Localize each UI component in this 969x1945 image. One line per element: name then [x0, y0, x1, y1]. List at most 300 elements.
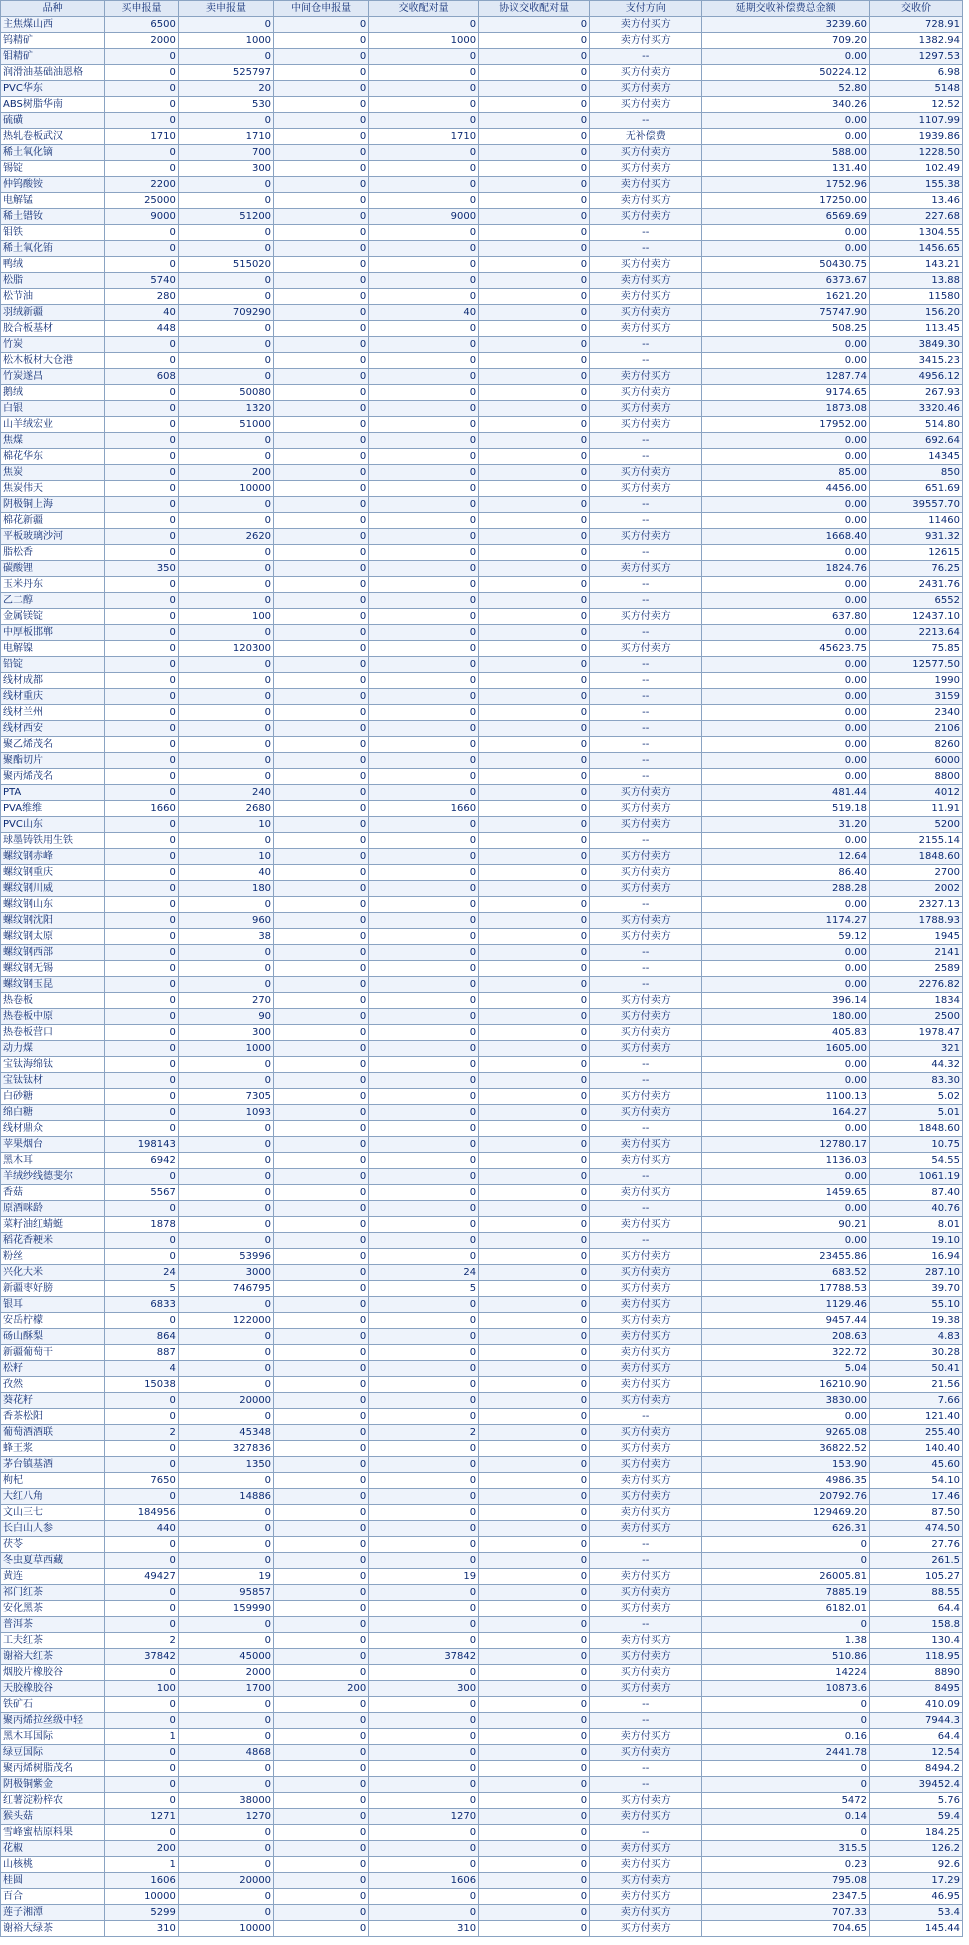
cell-product: 桂圆: [1, 1873, 105, 1889]
cell-sell-qty: 0: [178, 1713, 273, 1729]
cell-settle-price: 1788.93: [870, 913, 963, 929]
cell-sell-qty: 0: [178, 1841, 273, 1857]
cell-product: 安岳柠檬: [1, 1313, 105, 1329]
cell-matched-qty: 0: [369, 1729, 479, 1745]
cell-compensation-total: 322.72: [702, 1345, 870, 1361]
cell-settle-price: 13.88: [870, 273, 963, 289]
cell-compensation-total: 131.40: [702, 161, 870, 177]
cell-product: 热轧卷板武汉: [1, 129, 105, 145]
table-row: [1, 1201, 963, 1217]
cell-product: 热卷板营口: [1, 1025, 105, 1041]
cell-sell-qty: 0: [178, 705, 273, 721]
cell-matched-qty: 0: [369, 1713, 479, 1729]
cell-mid-qty: 0: [274, 1713, 369, 1729]
table-row: [1, 625, 963, 641]
cell-product: 动力煤: [1, 1041, 105, 1057]
cell-product: 硫磺: [1, 113, 105, 129]
cell-mid-qty: 0: [274, 1905, 369, 1921]
cell-agreement-qty: 0: [479, 1761, 590, 1777]
cell-buy-qty: 0: [105, 721, 179, 737]
cell-settle-price: 1990: [870, 673, 963, 689]
table-row: [1, 209, 963, 225]
cell-buy-qty: 6942: [105, 1153, 179, 1169]
cell-product: 绿豆国际: [1, 1745, 105, 1761]
cell-pay-direction: 买方付卖方: [590, 1921, 702, 1937]
cell-sell-qty: 0: [178, 241, 273, 257]
cell-compensation-total: 288.28: [702, 881, 870, 897]
table-row: [1, 913, 963, 929]
cell-mid-qty: 0: [274, 833, 369, 849]
cell-buy-qty: 0: [105, 657, 179, 673]
cell-agreement-qty: 0: [479, 1889, 590, 1905]
cell-matched-qty: 0: [369, 1009, 479, 1025]
cell-settle-price: 87.50: [870, 1505, 963, 1521]
cell-matched-qty: 0: [369, 1089, 479, 1105]
cell-compensation-total: 0.00: [702, 577, 870, 593]
cell-agreement-qty: 0: [479, 1137, 590, 1153]
cell-matched-qty: 0: [369, 433, 479, 449]
table-row: [1, 1425, 963, 1441]
table-row: [1, 753, 963, 769]
cell-agreement-qty: 0: [479, 1361, 590, 1377]
cell-compensation-total: 1621.20: [702, 289, 870, 305]
cell-compensation-total: 0: [702, 1697, 870, 1713]
cell-pay-direction: 卖方付买方: [590, 1809, 702, 1825]
cell-compensation-total: 4986.35: [702, 1473, 870, 1489]
cell-settle-price: 16.94: [870, 1249, 963, 1265]
cell-pay-direction: 买方付卖方: [590, 1585, 702, 1601]
cell-sell-qty: 0: [178, 753, 273, 769]
table-row: [1, 241, 963, 257]
cell-buy-qty: 5740: [105, 273, 179, 289]
cell-agreement-qty: 0: [479, 785, 590, 801]
cell-matched-qty: 0: [369, 81, 479, 97]
table-row: [1, 1345, 963, 1361]
cell-compensation-total: 3830.00: [702, 1393, 870, 1409]
cell-mid-qty: 0: [274, 1409, 369, 1425]
table-row: [1, 657, 963, 673]
cell-sell-qty: 0: [178, 1553, 273, 1569]
cell-product: 螺纹钢西部: [1, 945, 105, 961]
cell-mid-qty: 0: [274, 753, 369, 769]
cell-matched-qty: 0: [369, 385, 479, 401]
cell-compensation-total: 0.00: [702, 689, 870, 705]
cell-buy-qty: 0: [105, 353, 179, 369]
cell-mid-qty: 0: [274, 97, 369, 113]
table-row: [1, 1473, 963, 1489]
cell-sell-qty: 159990: [178, 1601, 273, 1617]
cell-agreement-qty: 0: [479, 1537, 590, 1553]
cell-product: 文山三七: [1, 1505, 105, 1521]
cell-mid-qty: 0: [274, 977, 369, 993]
cell-buy-qty: 0: [105, 81, 179, 97]
cell-matched-qty: 0: [369, 97, 479, 113]
cell-settle-price: 76.25: [870, 561, 963, 577]
cell-compensation-total: 0.00: [702, 1409, 870, 1425]
cell-matched-qty: 0: [369, 1361, 479, 1377]
cell-pay-direction: --: [590, 1697, 702, 1713]
cell-agreement-qty: 0: [479, 1377, 590, 1393]
table-row: [1, 577, 963, 593]
table-row: [1, 1777, 963, 1793]
cell-product: 黄连: [1, 1569, 105, 1585]
cell-compensation-total: 0.00: [702, 113, 870, 129]
cell-buy-qty: 0: [105, 769, 179, 785]
cell-pay-direction: 买方付卖方: [590, 1105, 702, 1121]
cell-settle-price: 651.69: [870, 481, 963, 497]
cell-pay-direction: 买方付卖方: [590, 817, 702, 833]
cell-buy-qty: 0: [105, 513, 179, 529]
cell-pay-direction: 买方付卖方: [590, 1041, 702, 1057]
cell-buy-qty: 25000: [105, 193, 179, 209]
cell-product: 香茶松阳: [1, 1409, 105, 1425]
cell-settle-price: 11580: [870, 289, 963, 305]
cell-settle-price: 1939.86: [870, 129, 963, 145]
cell-settle-price: 287.10: [870, 1265, 963, 1281]
cell-matched-qty: 1660: [369, 801, 479, 817]
cell-sell-qty: 0: [178, 1777, 273, 1793]
cell-compensation-total: 0.00: [702, 737, 870, 753]
cell-mid-qty: 0: [274, 305, 369, 321]
cell-sell-qty: 0: [178, 49, 273, 65]
cell-agreement-qty: 0: [479, 1633, 590, 1649]
cell-mid-qty: 0: [274, 1889, 369, 1905]
cell-buy-qty: 0: [105, 433, 179, 449]
cell-agreement-qty: 0: [479, 753, 590, 769]
cell-pay-direction: --: [590, 1201, 702, 1217]
cell-buy-qty: 0: [105, 1745, 179, 1761]
cell-settle-price: 184.25: [870, 1825, 963, 1841]
cell-agreement-qty: 0: [479, 1473, 590, 1489]
cell-product: 长白山人参: [1, 1521, 105, 1537]
cell-sell-qty: 20: [178, 81, 273, 97]
cell-buy-qty: 0: [105, 337, 179, 353]
cell-settle-price: 8495: [870, 1681, 963, 1697]
cell-agreement-qty: 0: [479, 33, 590, 49]
cell-matched-qty: 0: [369, 193, 479, 209]
cell-settle-price: 2340: [870, 705, 963, 721]
cell-sell-qty: 51200: [178, 209, 273, 225]
cell-settle-price: 39452.4: [870, 1777, 963, 1793]
cell-settle-price: 21.56: [870, 1377, 963, 1393]
cell-product: 螺纹钢玉昆: [1, 977, 105, 993]
cell-settle-price: 2500: [870, 1009, 963, 1025]
cell-buy-qty: 184956: [105, 1505, 179, 1521]
table-row: [1, 1089, 963, 1105]
cell-settle-price: 2700: [870, 865, 963, 881]
cell-pay-direction: 买方付卖方: [590, 465, 702, 481]
table-row: [1, 561, 963, 577]
cell-product: 松节油: [1, 289, 105, 305]
cell-matched-qty: 0: [369, 1073, 479, 1089]
cell-matched-qty: 0: [369, 561, 479, 577]
cell-mid-qty: 0: [274, 1761, 369, 1777]
cell-compensation-total: 709.20: [702, 33, 870, 49]
cell-matched-qty: 0: [369, 1377, 479, 1393]
cell-matched-qty: 0: [369, 1745, 479, 1761]
cell-sell-qty: 38: [178, 929, 273, 945]
cell-pay-direction: 买方付卖方: [590, 929, 702, 945]
cell-pay-direction: 买方付卖方: [590, 1665, 702, 1681]
cell-buy-qty: 0: [105, 625, 179, 641]
cell-product: 宝钛钛材: [1, 1073, 105, 1089]
cell-compensation-total: 0: [702, 1777, 870, 1793]
cell-compensation-total: 0.00: [702, 721, 870, 737]
cell-sell-qty: 0: [178, 1185, 273, 1201]
cell-pay-direction: 卖方付买方: [590, 1569, 702, 1585]
cell-agreement-qty: 0: [479, 81, 590, 97]
cell-agreement-qty: 0: [479, 513, 590, 529]
cell-sell-qty: 0: [178, 833, 273, 849]
table-row: [1, 321, 963, 337]
cell-settle-price: 113.45: [870, 321, 963, 337]
cell-compensation-total: 0: [702, 1713, 870, 1729]
cell-buy-qty: 0: [105, 385, 179, 401]
cell-buy-qty: 0: [105, 481, 179, 497]
cell-pay-direction: --: [590, 577, 702, 593]
cell-buy-qty: 0: [105, 1761, 179, 1777]
table-row: [1, 945, 963, 961]
cell-product: 热卷板中原: [1, 1009, 105, 1025]
cell-settle-price: 3849.30: [870, 337, 963, 353]
cell-compensation-total: 481.44: [702, 785, 870, 801]
cell-mid-qty: 0: [274, 1793, 369, 1809]
cell-pay-direction: 卖方付买方: [590, 1505, 702, 1521]
table-row: [1, 1601, 963, 1617]
cell-mid-qty: 0: [274, 129, 369, 145]
cell-settle-price: 3159: [870, 689, 963, 705]
cell-product: 银耳: [1, 1297, 105, 1313]
cell-compensation-total: 26005.81: [702, 1569, 870, 1585]
cell-compensation-total: 50224.12: [702, 65, 870, 81]
cell-mid-qty: 0: [274, 529, 369, 545]
cell-agreement-qty: 0: [479, 657, 590, 673]
cell-pay-direction: --: [590, 497, 702, 513]
cell-settle-price: 30.28: [870, 1345, 963, 1361]
cell-sell-qty: 0: [178, 1729, 273, 1745]
cell-agreement-qty: 0: [479, 817, 590, 833]
cell-matched-qty: 0: [369, 721, 479, 737]
cell-sell-qty: 0: [178, 897, 273, 913]
cell-sell-qty: 0: [178, 545, 273, 561]
cell-buy-qty: 887: [105, 1345, 179, 1361]
cell-settle-price: 118.95: [870, 1649, 963, 1665]
table-row: [1, 1121, 963, 1137]
cell-matched-qty: 0: [369, 1297, 479, 1313]
cell-agreement-qty: 0: [479, 1521, 590, 1537]
cell-compensation-total: 2441.78: [702, 1745, 870, 1761]
table-row: [1, 177, 963, 193]
cell-agreement-qty: 0: [479, 97, 590, 113]
cell-settle-price: 692.64: [870, 433, 963, 449]
cell-sell-qty: 0: [178, 1857, 273, 1873]
table-row: [1, 817, 963, 833]
cell-pay-direction: 买方付卖方: [590, 257, 702, 273]
cell-agreement-qty: 0: [479, 1409, 590, 1425]
cell-compensation-total: 0.00: [702, 945, 870, 961]
cell-pay-direction: 买方付卖方: [590, 1441, 702, 1457]
cell-product: 聚丙烯拉丝级中轻: [1, 1713, 105, 1729]
table-row: [1, 1761, 963, 1777]
table-row: [1, 417, 963, 433]
table-row: [1, 1009, 963, 1025]
table-row: [1, 1185, 963, 1201]
cell-matched-qty: 0: [369, 1825, 479, 1841]
cell-compensation-total: 0.16: [702, 1729, 870, 1745]
cell-mid-qty: 0: [274, 945, 369, 961]
cell-agreement-qty: 0: [479, 577, 590, 593]
cell-buy-qty: 0: [105, 545, 179, 561]
cell-agreement-qty: 0: [479, 641, 590, 657]
table-row: [1, 33, 963, 49]
cell-matched-qty: 0: [369, 865, 479, 881]
cell-matched-qty: 0: [369, 657, 479, 673]
cell-settle-price: 227.68: [870, 209, 963, 225]
cell-agreement-qty: 0: [479, 1025, 590, 1041]
cell-mid-qty: 0: [274, 1745, 369, 1761]
cell-product: 孜然: [1, 1377, 105, 1393]
cell-product: 红薯淀粉梓农: [1, 1793, 105, 1809]
cell-matched-qty: 0: [369, 1393, 479, 1409]
table-row: [1, 1793, 963, 1809]
cell-product: 竹炭遂昌: [1, 369, 105, 385]
cell-buy-qty: 0: [105, 1409, 179, 1425]
cell-pay-direction: --: [590, 961, 702, 977]
table-row: [1, 1377, 963, 1393]
cell-mid-qty: 0: [274, 769, 369, 785]
cell-buy-qty: 0: [105, 113, 179, 129]
table-row: [1, 1025, 963, 1041]
cell-mid-qty: 0: [274, 1153, 369, 1169]
cell-compensation-total: 5472: [702, 1793, 870, 1809]
cell-pay-direction: 卖方付买方: [590, 1137, 702, 1153]
cell-agreement-qty: 0: [479, 1121, 590, 1137]
cell-pay-direction: 买方付卖方: [590, 81, 702, 97]
cell-compensation-total: 59.12: [702, 929, 870, 945]
cell-matched-qty: 0: [369, 977, 479, 993]
table-row: [1, 65, 963, 81]
cell-buy-qty: 0: [105, 1713, 179, 1729]
cell-sell-qty: 95857: [178, 1585, 273, 1601]
cell-matched-qty: 0: [369, 817, 479, 833]
cell-sell-qty: 1000: [178, 33, 273, 49]
cell-mid-qty: 0: [274, 849, 369, 865]
cell-mid-qty: 0: [274, 721, 369, 737]
table-row: [1, 1329, 963, 1345]
cell-matched-qty: 0: [369, 1057, 479, 1073]
cell-pay-direction: 买方付卖方: [590, 641, 702, 657]
cell-matched-qty: 0: [369, 49, 479, 65]
cell-product: 脂松香: [1, 545, 105, 561]
cell-mid-qty: 0: [274, 913, 369, 929]
cell-mid-qty: 0: [274, 929, 369, 945]
cell-pay-direction: --: [590, 1713, 702, 1729]
table-row: [1, 1169, 963, 1185]
cell-agreement-qty: 0: [479, 1073, 590, 1089]
cell-pay-direction: --: [590, 449, 702, 465]
cell-settle-price: 27.76: [870, 1537, 963, 1553]
cell-compensation-total: 0.14: [702, 1809, 870, 1825]
cell-mid-qty: 0: [274, 1137, 369, 1153]
cell-mid-qty: 0: [274, 1217, 369, 1233]
cell-buy-qty: 0: [105, 1793, 179, 1809]
table-row: [1, 1617, 963, 1633]
cell-mid-qty: 0: [274, 145, 369, 161]
cell-pay-direction: 卖方付买方: [590, 1217, 702, 1233]
cell-sell-qty: 0: [178, 657, 273, 673]
cell-matched-qty: 0: [369, 1505, 479, 1521]
cell-pay-direction: --: [590, 625, 702, 641]
cell-compensation-total: 0.00: [702, 513, 870, 529]
column-header: 交收配对量: [369, 1, 479, 17]
cell-product: 谢裕大红茶: [1, 1649, 105, 1665]
cell-agreement-qty: 0: [479, 241, 590, 257]
cell-settle-price: 7.66: [870, 1393, 963, 1409]
cell-settle-price: 102.49: [870, 161, 963, 177]
cell-matched-qty: 0: [369, 1889, 479, 1905]
cell-settle-price: 410.09: [870, 1697, 963, 1713]
cell-product: 润滑油基础油恩格: [1, 65, 105, 81]
cell-compensation-total: 396.14: [702, 993, 870, 1009]
cell-sell-qty: 20000: [178, 1873, 273, 1889]
cell-agreement-qty: 0: [479, 1601, 590, 1617]
cell-compensation-total: 626.31: [702, 1521, 870, 1537]
cell-sell-qty: 0: [178, 353, 273, 369]
cell-sell-qty: 0: [178, 1361, 273, 1377]
cell-agreement-qty: 0: [479, 1057, 590, 1073]
cell-compensation-total: 50430.75: [702, 257, 870, 273]
cell-mid-qty: 0: [274, 401, 369, 417]
table-row: [1, 1249, 963, 1265]
cell-mid-qty: 0: [274, 545, 369, 561]
cell-agreement-qty: 0: [479, 1665, 590, 1681]
cell-settle-price: 126.2: [870, 1841, 963, 1857]
cell-pay-direction: 卖方付买方: [590, 1521, 702, 1537]
cell-mid-qty: 0: [274, 65, 369, 81]
cell-mid-qty: 0: [274, 241, 369, 257]
cell-sell-qty: 45348: [178, 1425, 273, 1441]
cell-settle-price: 88.55: [870, 1585, 963, 1601]
table-row: [1, 81, 963, 97]
cell-pay-direction: --: [590, 1825, 702, 1841]
column-header: 交收价: [870, 1, 963, 17]
table-row: [1, 1441, 963, 1457]
cell-matched-qty: 0: [369, 769, 479, 785]
cell-buy-qty: 0: [105, 1201, 179, 1217]
cell-matched-qty: 0: [369, 1633, 479, 1649]
cell-product: 钼铁: [1, 225, 105, 241]
cell-product: 稀土氧化镝: [1, 145, 105, 161]
cell-compensation-total: 0: [702, 1825, 870, 1841]
cell-mid-qty: 0: [274, 257, 369, 273]
cell-buy-qty: 0: [105, 1009, 179, 1025]
cell-pay-direction: --: [590, 657, 702, 673]
cell-pay-direction: 买方付卖方: [590, 385, 702, 401]
cell-mid-qty: 0: [274, 1841, 369, 1857]
cell-buy-qty: 40: [105, 305, 179, 321]
cell-agreement-qty: 0: [479, 545, 590, 561]
cell-buy-qty: 0: [105, 577, 179, 593]
cell-sell-qty: 10000: [178, 1921, 273, 1937]
cell-buy-qty: 5: [105, 1281, 179, 1297]
cell-compensation-total: 0.00: [702, 49, 870, 65]
cell-buy-qty: 0: [105, 977, 179, 993]
cell-product: 螺纹钢重庆: [1, 865, 105, 881]
cell-settle-price: 2276.82: [870, 977, 963, 993]
cell-pay-direction: 买方付卖方: [590, 417, 702, 433]
cell-sell-qty: 1270: [178, 1809, 273, 1825]
cell-settle-price: 2213.64: [870, 625, 963, 641]
